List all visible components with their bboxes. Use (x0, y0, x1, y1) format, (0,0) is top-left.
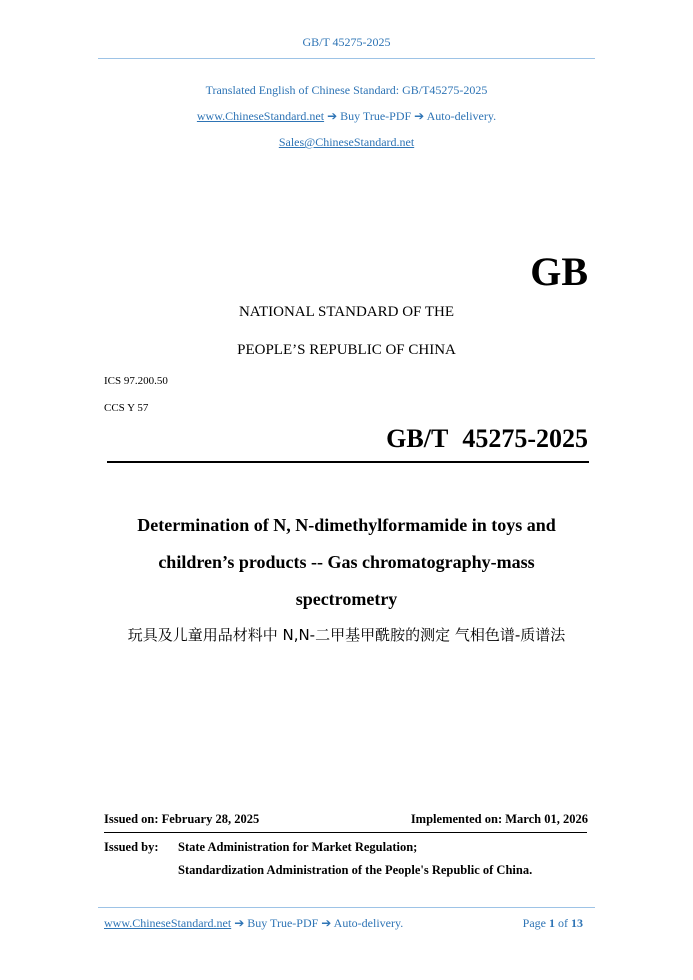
issued-by-label: Issued by: (104, 840, 159, 854)
site-link[interactable]: www.ChineseStandard.net (196, 109, 325, 123)
page-label: Page (522, 916, 546, 930)
document-title-line-1: Determination of N, N-dimethylformamide in toys and (137, 515, 556, 535)
footer-buy-text: ➔ Buy True-PDF ➔ Auto-delivery. (234, 916, 404, 930)
page-indicator (523, 916, 583, 931)
buy-line (0, 109, 693, 124)
national-standard-line-1: NATIONAL STANDARD OF THE (238, 304, 455, 320)
of-label: of (558, 916, 568, 930)
footer-site-link[interactable]: www.ChineseStandard.net (104, 916, 232, 930)
national-standard-line-2: PEOPLE’S REPUBLIC OF CHINA (237, 342, 456, 358)
issue-divider (104, 832, 587, 833)
header-divider (98, 58, 595, 59)
sales-line (0, 135, 693, 150)
footer-buy-line (104, 916, 403, 931)
document-title-chinese: 玩具及儿童用品材料中 N,N-二甲基甲酰胺的测定 气相色谱-质谱法 (127, 626, 566, 644)
total-pages: 13 (571, 916, 583, 930)
ics-code: ICS 97.200.50 (104, 375, 168, 387)
document-title-line-2: children’s products -- Gas chromatography-mass (158, 552, 535, 572)
sales-email-link[interactable]: Sales@ChineseStandard.net (278, 135, 415, 149)
issuer-1: State Administration for Market Regulation; (178, 840, 418, 854)
translation-notice: Translated English of Chinese Standard: GB/T45275-2025 (205, 83, 488, 97)
gb-logo: GB (530, 249, 588, 294)
implemented-on-date: Implemented on: March 01, 2026 (410, 812, 588, 826)
standard-number: GB/T 45275-2025 (386, 424, 588, 453)
document-title-line-3: spectrometry (295, 589, 398, 609)
issued-on-date: Issued on: February 28, 2025 (104, 812, 260, 826)
page-number: 1 (549, 916, 555, 930)
footer-divider (98, 907, 595, 908)
page-header-title: GB/T 45275-2025 (302, 35, 391, 49)
standard-number-rule (107, 461, 589, 463)
issuer-2: Standardization Administration of the People's Republic of China. (178, 863, 533, 877)
ccs-code: CCS Y 57 (104, 402, 149, 414)
buy-text: ➔ Buy True-PDF ➔ Auto-delivery. (327, 109, 497, 123)
